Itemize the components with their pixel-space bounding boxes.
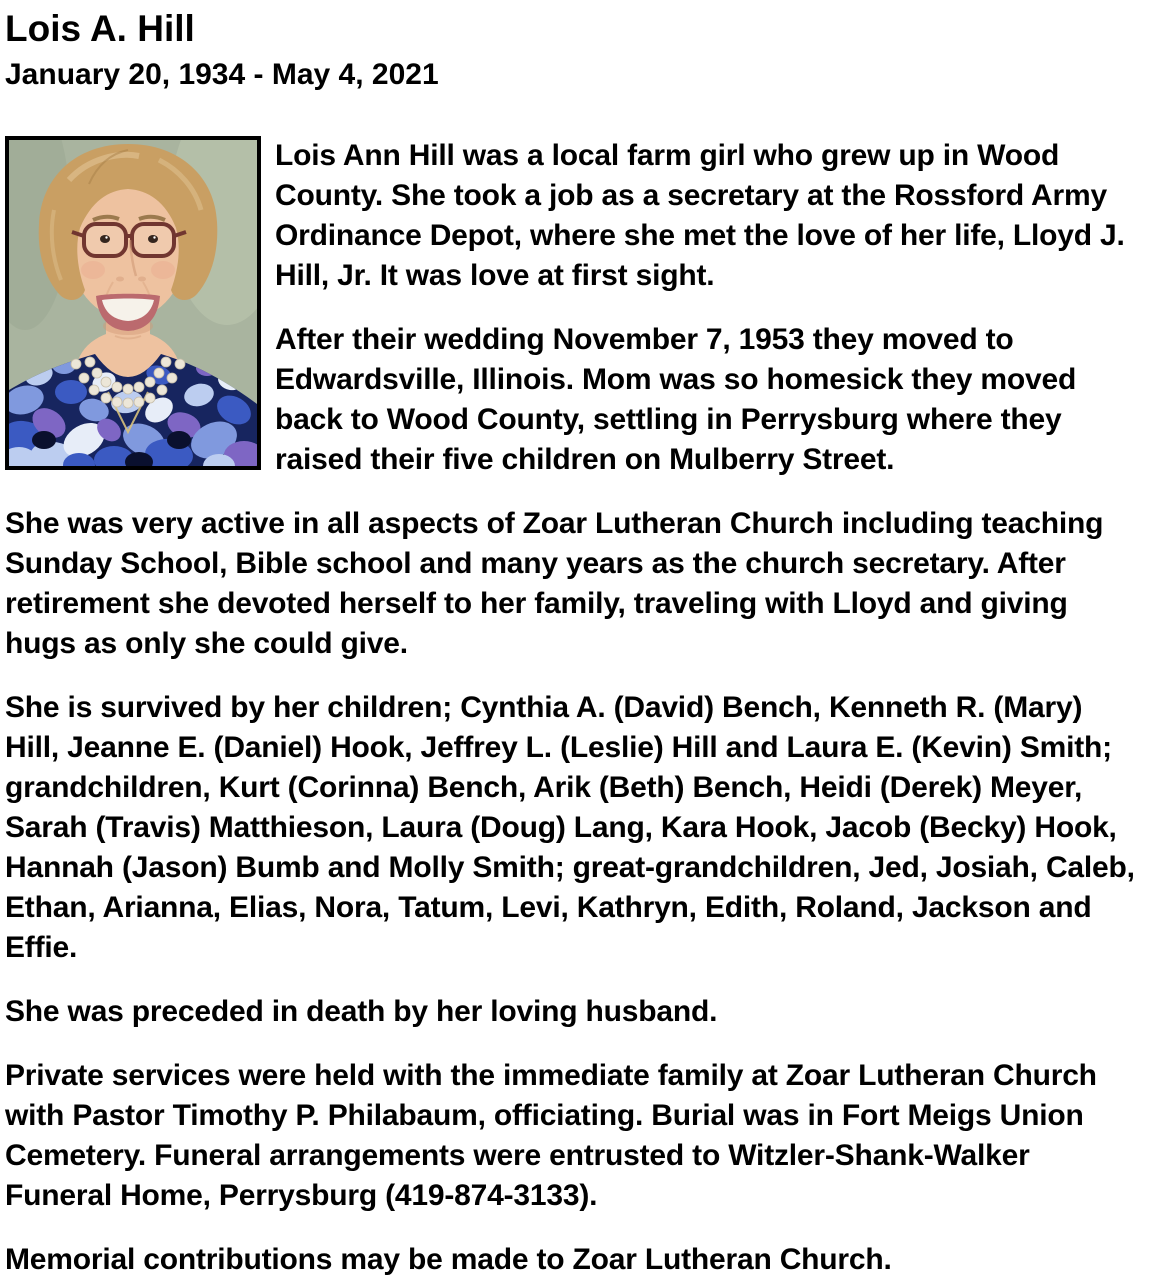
obituary-paragraph-church-life: She was very active in all aspects of Zoar Lutheran Church including teaching Sunday School, Bible school and many years as the church secretary. After retirement she devoted herself to her family, traveling with Lloyd and giving hugs as only she could give.	[5, 507, 1104, 660]
obituary-paragraph-marriage: After their wedding November 7, 1953 they moved to Edwardsville, Illinois. Mom was so homesick they moved back to Wood County, settling in Perrysburg where they raised their five children on Mulberry Street.	[275, 323, 1077, 476]
obituary-paragraph-memorial: Memorial contributions may be made to Zoar Lutheran Church.	[5, 1243, 892, 1276]
obituary-paragraph-services: Private services were held with the immediate family at Zoar Lutheran Church with Pastor Timothy P. Philabaum, officiating. Burial was in Fort Meigs Union Cemetery. Funeral arrangements were entrusted to Witzler-Shank-Walker Funeral Home, Perrysburg (419-874-3133).	[5, 1059, 1097, 1212]
portrait-illustration	[9, 140, 257, 466]
page-header	[5, 8, 1137, 92]
person-name: Lois A. Hill	[5, 8, 195, 49]
obituary-paragraph-early-life: Lois Ann Hill was a local farm girl who grew up in Wood County. She took a job as a secretary at the Rossford Army Ordinance Depot, where she met the love of her life, Lloyd J. Hill, Jr. It was love at first sight.	[275, 139, 1125, 292]
obituary-body	[5, 136, 1137, 1280]
portrait-photo	[5, 136, 261, 470]
obituary-paragraph-preceded: She was preceded in death by her loving husband.	[5, 995, 718, 1028]
life-dates: January 20, 1934 - May 4, 2021	[5, 58, 439, 91]
obituary-paragraph-survivors: She is survived by her children; Cynthia A. (David) Bench, Kenneth R. (Mary) Hill, Jeanne E. (Daniel) Hook, Jeffrey L. (Leslie) Hill and Laura E. (Kevin) Smith; grandchildren, Kurt (Corinna) Bench, Arik (Beth) Bench, Heidi (Derek) Meyer, Sarah (Travis) Matthieson, Laura (Doug) Lang, Kara Hook, Jacob (Becky) Hook, Hannah (Jason) Bumb and Molly Smith; great-grandchildren, Jed, Josiah, Caleb, Ethan, Arianna, Elias, Nora, Tatum, Levi, Kathryn, Edith, Roland, Jackson and Effie.	[5, 691, 1135, 964]
